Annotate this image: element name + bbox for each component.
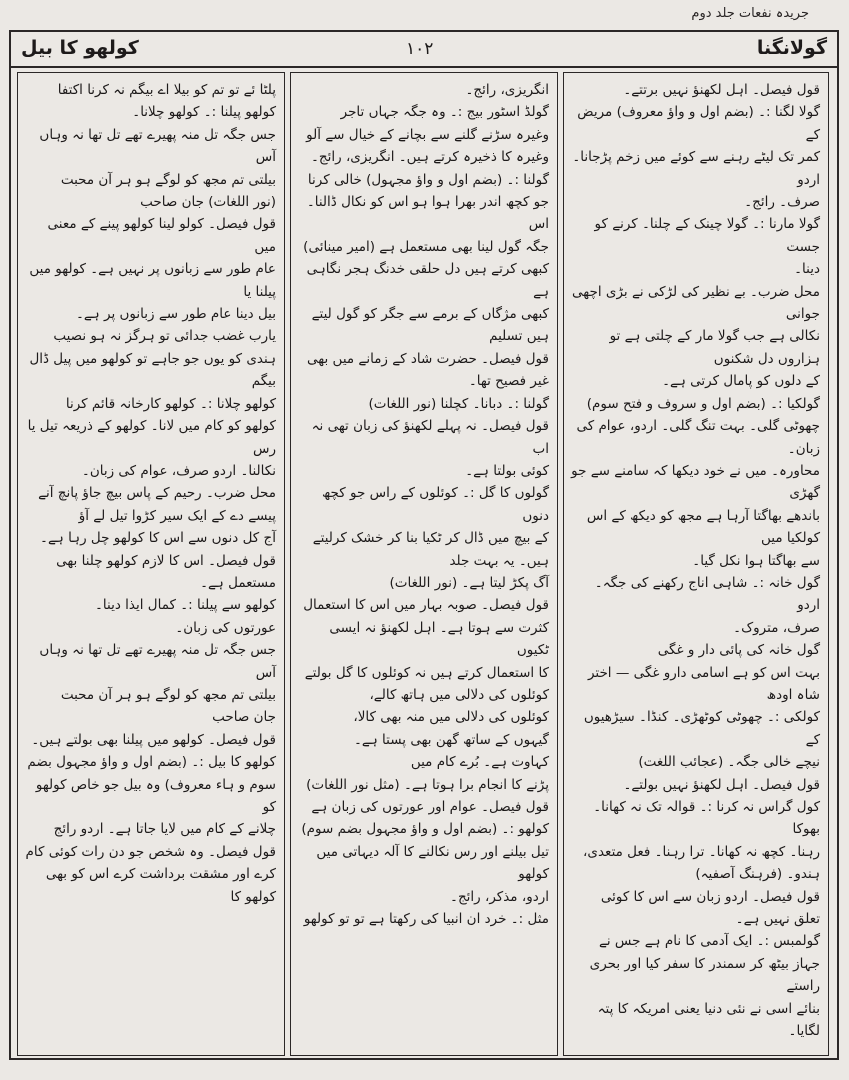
entry-line: کولھو :۔ (بضم اول و واؤ مجہول بضم سوم) [301,821,549,838]
entry-line: کولھو چلانا :۔ کولھو کارخانہ قائم کرنا [65,395,276,412]
entry-line: پیسے دے کے ایک سیر کڑوا تیل لے آؤ [78,507,276,524]
entry-line: وغیرہ کا ذخیرہ کرتے ہیں۔ انگریزی، رائج۔ [311,149,549,166]
entry-line: نکالی ہے جب گولا مار کے چلتی ہے تو ہزاروں دل شکنوں [609,328,820,367]
entry-line: گولنا :۔ دبانا۔ کچلنا (نور اللغات) [368,395,549,412]
entry-line: کولھو کو کام میں لانا۔ کولھو کے ذریعہ تیل یا رس [27,418,276,457]
entry-line: (نور اللغات) جان صاحب [140,194,276,211]
entry-line: کوئی بولتا ہے۔ [465,462,549,479]
entry-line: قول فیصل۔ عوام اور عورتوں کی زبان ہے [311,799,549,815]
entry-line: کول گراس نہ کرنا :۔ قوالہ تک نہ کھانا۔ بھوکا [593,799,820,838]
top-caption: جریدہ نفعات جلد دوم [691,6,809,21]
entry-line: سوم و ہاء معروف) وہ بیل جو خاص کولھو کو [35,776,276,815]
entry-line: قول فیصل۔ کولو لینا کولھو پینے کے معنی میں [47,216,276,255]
entry-line: گیہوں کے ساتھ گھن بھی پستا ہے۔ [354,731,549,748]
entry-line: آگ پکڑ لیتا ہے۔ (نور اللغات) [389,574,549,591]
entry-line: عورتوں کی زبان۔ [175,619,276,636]
entry-line: کولھو سے پیلنا :۔ کمال ایذا دینا۔ [95,597,276,614]
entry-line: قول فیصل۔ کولھو میں پیلنا بھی بولتے ہیں۔ [31,731,276,748]
entry-line: قول فیصل۔ اس کا لازم کولھو چلنا بھی [56,552,276,569]
entry-line: کولکی :۔ چھوٹی کوٹھڑی۔ کنڈا۔ سیڑھیوں کے [583,709,820,748]
entry-line: قول فیصل۔ اہل لکھنؤ نہیں بولتے۔ [623,776,820,793]
column-right [563,72,829,1056]
entry-line: گولکیا :۔ (بضم اول و سروف و فتح سوم) [586,395,820,412]
entry-line: قول فیصل۔ حضرت شاد کے زمانے میں بھی [307,350,549,367]
page-number: ۱۰۲ [406,39,434,59]
entry-line: رہنا۔ کچھ نہ کھانا۔ ترا رہنا۔ فعل متعدی، [583,843,820,860]
entry-line: قول فیصل۔ نہ پہلے لکھنؤ کی زبان تھی نہ اب [311,418,549,457]
entry-line: قول فیصل۔ اردو زبان سے اس کا کوئی [600,888,820,905]
column-middle [290,72,558,1056]
entry-line: قول فیصل۔ اہل لکھنؤ نہیں برتتے۔ [623,82,820,98]
entry-line: ہندی کو یوں جو جاہے تو کولھو میں پیل ڈال بیگم [29,350,276,390]
entry-line: تیل بیلنے اور رس نکالنے کا آلہ دیہاتی میں کولھو [316,843,549,883]
entry-line: بہت اس کو ہے اسامی دارو غگی — اختر شاہ اودھ [587,664,820,703]
entry-line: گولمبس :۔ ایک آدمی کا نام ہے جس نے [598,933,820,950]
entry-line: صرف۔ رائج۔ [744,194,820,211]
entry-line: کے بیچ میں ڈال کر ٹکیا بنا کر خشک کرلیتے ہیں۔ یہ بہت جلد [312,530,549,569]
entry-line: کولھو پیلنا :۔ کولھو چلانا۔ [132,104,276,121]
entry-line: پڑنے کا انجام برا ہوتا ہے۔ (مثل نور اللغات) [306,776,549,793]
column-left [17,72,285,1056]
entry-line: بیل دینا عام طور سے زبانوں پر ہے۔ [75,306,276,323]
entry-line: محل ضرب۔ بے نظیر کی لڑکی نے بڑی اچھی جوانی [572,283,820,323]
entry-line: کثرت سے ہوتا ہے۔ اہل لکھنؤ نہ ایسی ٹکیوں [329,619,549,659]
entry-line: مستعمل ہے۔ [200,574,276,591]
entry-line: کوئلوں کی دلالی میں منہ بھی کالا، [353,709,549,726]
entry-line: مثل :۔ خرد ان انبیا کی رکھتا ہے تو تو کولھو [303,911,549,928]
header-first-entry: گولانگنا [756,37,827,59]
entry-line: کولھو کا بیل :۔ (بضم اول و واؤ مجہول بضم [27,754,276,771]
entry-line: محاورہ۔ میں نے خود دیکھا کہ سامنے سے جو گھڑی [571,462,820,502]
entry-line: کبھی کرتے ہیں دل حلقی خدنگ ہجر نگاہی ہے [306,261,549,300]
entry-line: محل ضرب۔ رحیم کے پاس بیچ جاؤ پانچ آنے [38,485,276,502]
entry-line: غیر فصیح تھا۔ [468,373,549,390]
entry-line: ہندو۔ (فرہنگ آصفیہ) [695,866,820,883]
entry-line: دینا۔ [794,261,820,278]
entry-line: کوئلوں کی دلالی میں ہاتھ کالے، [369,686,549,703]
entry-line: بیلتی تم مجھ کو لوگے ہو ہر آن محبت [60,686,276,703]
page-frame [9,30,839,1060]
entry-line: کہاوت ہے۔ بُرے کام میں [410,754,549,771]
entry-line: گول خانہ کی پائی دار و غگی [657,642,820,659]
entry-line: قول فیصل۔ صوبہ بہار میں اس کا استعمال [303,597,549,614]
entry-line: نکالنا۔ اردو صرف، عوام کی زبان۔ [81,462,276,479]
entry-line: گولا مارنا :۔ گولا چینک کے چلنا۔ کرنے کو جست [594,216,820,255]
entry-line: گولا لگنا :۔ (بضم اول و واؤ معروف) مریض کے [577,104,820,143]
entry-line: قول فیصل۔ وہ شخص جو دن رات کوئی کام [25,843,276,860]
entry-line: پلٹا ئے تو تم کو بیلا اے بیگم نہ کرنا اکتفا [57,82,276,98]
entry-line: جو کچھ اندر بھرا ہوا ہو اس کو نکال ڈالنا۔ اس [306,194,549,233]
entry-line: سے بھاگتا ہوا نکل گیا۔ [692,552,820,569]
entry-line: جس جگہ تل منہ پھیرے تھے تل تھا نہ وہاں آس [39,126,276,166]
entry-line: گولڈ اسٹور بیج :۔ وہ جگہ جہاں تاجر [340,104,549,121]
entry-line: بیلتی تم مجھ کو لوگے ہو ہر آن محبت [60,171,276,188]
entry-line: اردو، مذکر، رائج۔ [450,888,549,905]
entry-line: جس جگہ تل منہ پھیرے تھے تل تھا نہ وہاں آس [39,642,276,681]
entry-line: گول خانہ :۔ شاہی اناج رکھنے کی جگہ۔ اردو [594,574,820,614]
entry-line: باندھے بھاگتا آرہا ہے مجھ کو دیکھ کے اس کولکیا میں [586,507,820,547]
entry-line: آج کل دنوں سے اس کا کولھو چل رہا ہے۔ [40,530,276,547]
entry-line: انگریزی، رائج۔ [465,82,549,98]
header-last-entry: کولھو کا بیل [21,37,139,59]
entry-line: کمر تک لیٹے رہنے سے کوئے میں زخم پڑجانا۔ اردو [572,149,820,188]
entry-line: بنائے اسی نے نئی دنیا یعنی امریکہ کا پتہ لگایا۔ [597,1000,820,1040]
entry-line: صرف، متروک۔ [733,619,820,636]
entry-line: جان صاحب [212,709,276,726]
page-header [11,32,837,68]
entry-line: کبھی مژگاں کے برمے سے جگر کو گول لیتے ہیں تسلیم [311,306,549,345]
entry-line: عام طور سے زبانوں پر نہیں ہے۔ کولھو میں پیلنا یا [29,261,276,300]
entry-line: یارب غضب جدائی تو ہرگز نہ ہو نصیب [53,328,276,345]
entry-line: وغیرہ سڑنے گلنے سے بچانے کے خیال سے آلو [306,126,549,143]
entry-line: تعلق نہیں ہے۔ [735,911,820,928]
entry-line: گولنا :۔ (بضم اول و واؤ مجہول) خالی کرنا [307,171,549,188]
entry-line: چلانے کے کام میں لایا جاتا ہے۔ اردو رائج [53,821,276,838]
entry-line: گولوں کا گل :۔ کوئلوں کے راس جو کچھ دنوں [322,485,549,524]
entry-line: جہاز بیٹھ کر سمندر کا سفر کیا اور بحری راستے [589,955,820,995]
entry-line: کے دلوں کو پامال کرتی ہے۔ [662,373,820,390]
entry-line: جگہ گول لینا بھی مستعمل ہے (امیر مینائی) [303,238,549,255]
entry-line: چھوٹی گلی۔ بہت تنگ گلی۔ اردو، عوام کی زبان۔ [576,418,820,457]
entry-line: کا استعمال کرتے ہیں نہ کوئلوں کا گل بولتے [304,664,549,681]
entry-line: نیچے خالی جگہ۔ (عجائب اللغت) [638,754,820,771]
entry-line: کرے اور مشقت برداشت کرے اس کو بھی کولھو کا [45,866,276,905]
